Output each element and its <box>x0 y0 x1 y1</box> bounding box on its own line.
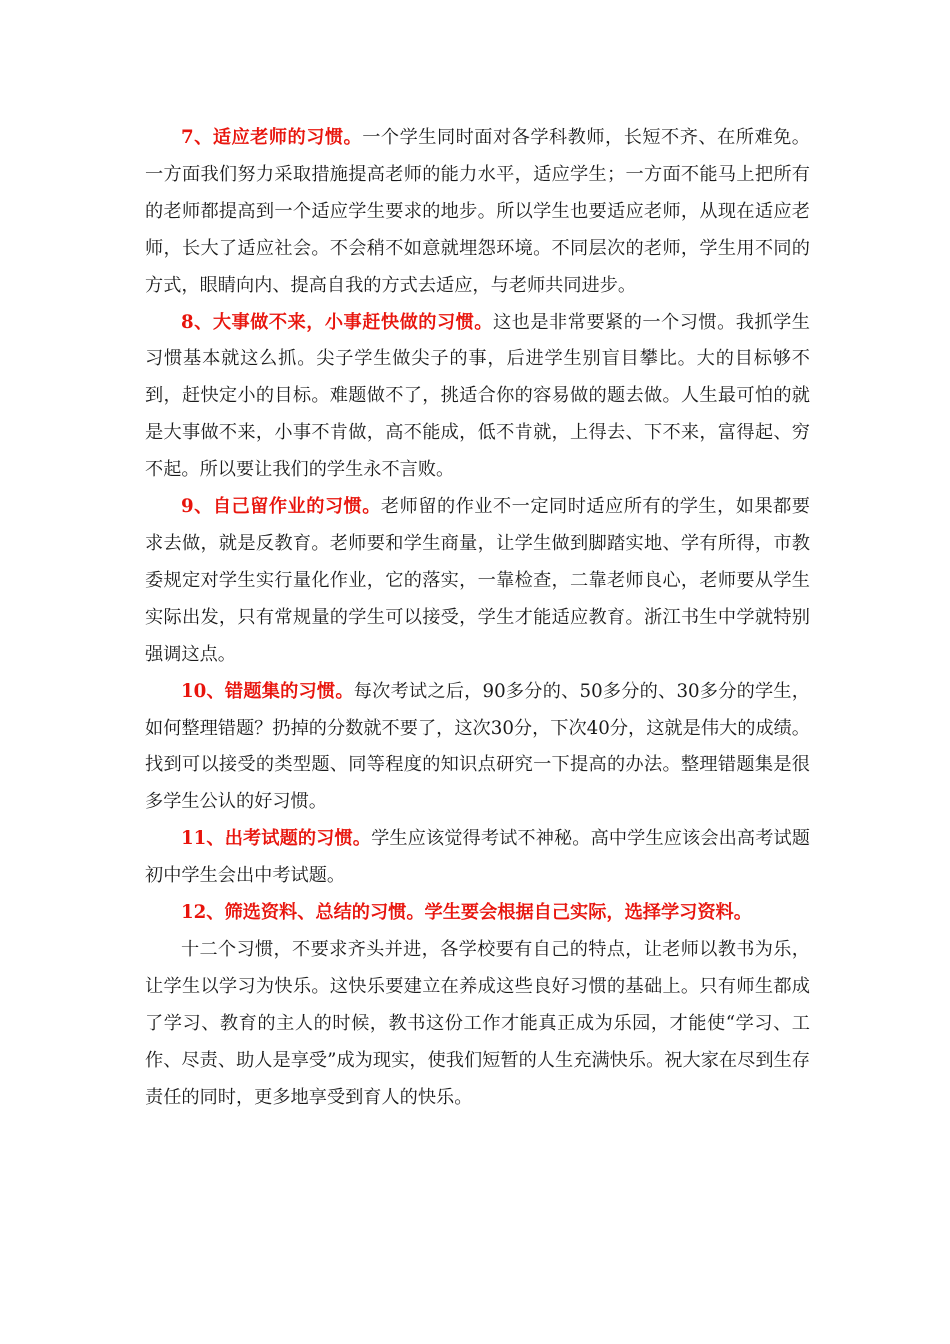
habit-8-heading: 8、大事做不来，小事赶快做的习惯。 <box>181 311 493 333</box>
habit-7-heading: 7、适应老师的习惯。 <box>181 127 363 148</box>
habit-9-body: 老师留的作业不一定同时适应所有的学生，如果都要求去做，就是反教育。老师要和学生商量，让学生做到脚踏实地、学有所得，市教委规定对学生实行量化作业，它的落实，一靠检查，二靠老师良心，老师要从学生实际出发，只有常规量的学生可以接受，学生才能适应教育。浙江书生中学就特别强调这点。 <box>145 496 810 665</box>
habit-8-paragraph <box>145 305 810 490</box>
habit-9-heading: 9、自己留作业的习惯。 <box>181 496 381 518</box>
habit-7-paragraph <box>145 120 810 305</box>
habit-10-paragraph <box>145 674 810 822</box>
habit-10-heading: 10、错题集的习惯。 <box>181 680 354 702</box>
habit-11-body: 学生应该觉得考试不神秘。高中学生应该会出高考试题初中学生会出中考试题。 <box>145 828 810 887</box>
habit-9-paragraph <box>145 489 810 674</box>
habit-7-body: 一个学生同时面对各学科教师，长短不齐、在所难免。一方面我们努力采取措施提高老师的能力水平，适应学生；一方面不能马上把所有的老师都提高到一个适应学生要求的地步。所以学生也要适应老师，从现在适应老师，长大了适应社会。不会稍不如意就埋怨环境。不同层次的老师，学生用不同的方式，眼睛向内、提高自我的方式去适应，与老师共同进步。 <box>145 127 810 296</box>
document-page <box>145 120 810 1116</box>
habit-11-paragraph <box>145 821 810 895</box>
habit-8-body: 这也是非常要紧的一个习惯。我抓学生习惯基本就这么抓。尖子学生做尖子的事，后进学生别盲目攀比。大的目标够不到，赶快定小的目标。难题做不了，挑适合你的容易做的题去做。人生最可怕的就是大事做不来，小事不肯做，高不能成，低不肯就，上得去、下不来，富得起、穷不起。所以要让我们的学生永不言败。 <box>145 311 810 481</box>
habit-11-heading: 11、出考试题的习惯。 <box>181 828 372 850</box>
habit-10-body: 每次考试之后，90多分的、50多分的、30多分的学生，如何整理错题？扔掉的分数就不要了，这次30分，下次40分，这就是伟大的成绩。找到可以接受的类型题、同等程度的知识点研究一下提高的办法。整理错题集是很多学生公认的好习惯。 <box>145 680 810 813</box>
habit-12-heading: 12、筛选资料、总结的习惯。学生要会根据自己实际，选择学习资料。 <box>181 902 752 924</box>
closing-paragraph: 十二个习惯，不要求齐头并进，各学校要有自己的特点，让老师以教书为乐，让学生以学习为快乐。这快乐要建立在养成这些良好习惯的基础上。只有师生都成了学习、教育的主人的时候，教书这份工作才能真正成为乐园，才能使“学习、工作、尽责、助人是享受”成为现实，使我们短暂的人生充满快乐。祝大家在尽到生存责任的同时，更多地享受到育人的快乐。 <box>145 938 810 1108</box>
